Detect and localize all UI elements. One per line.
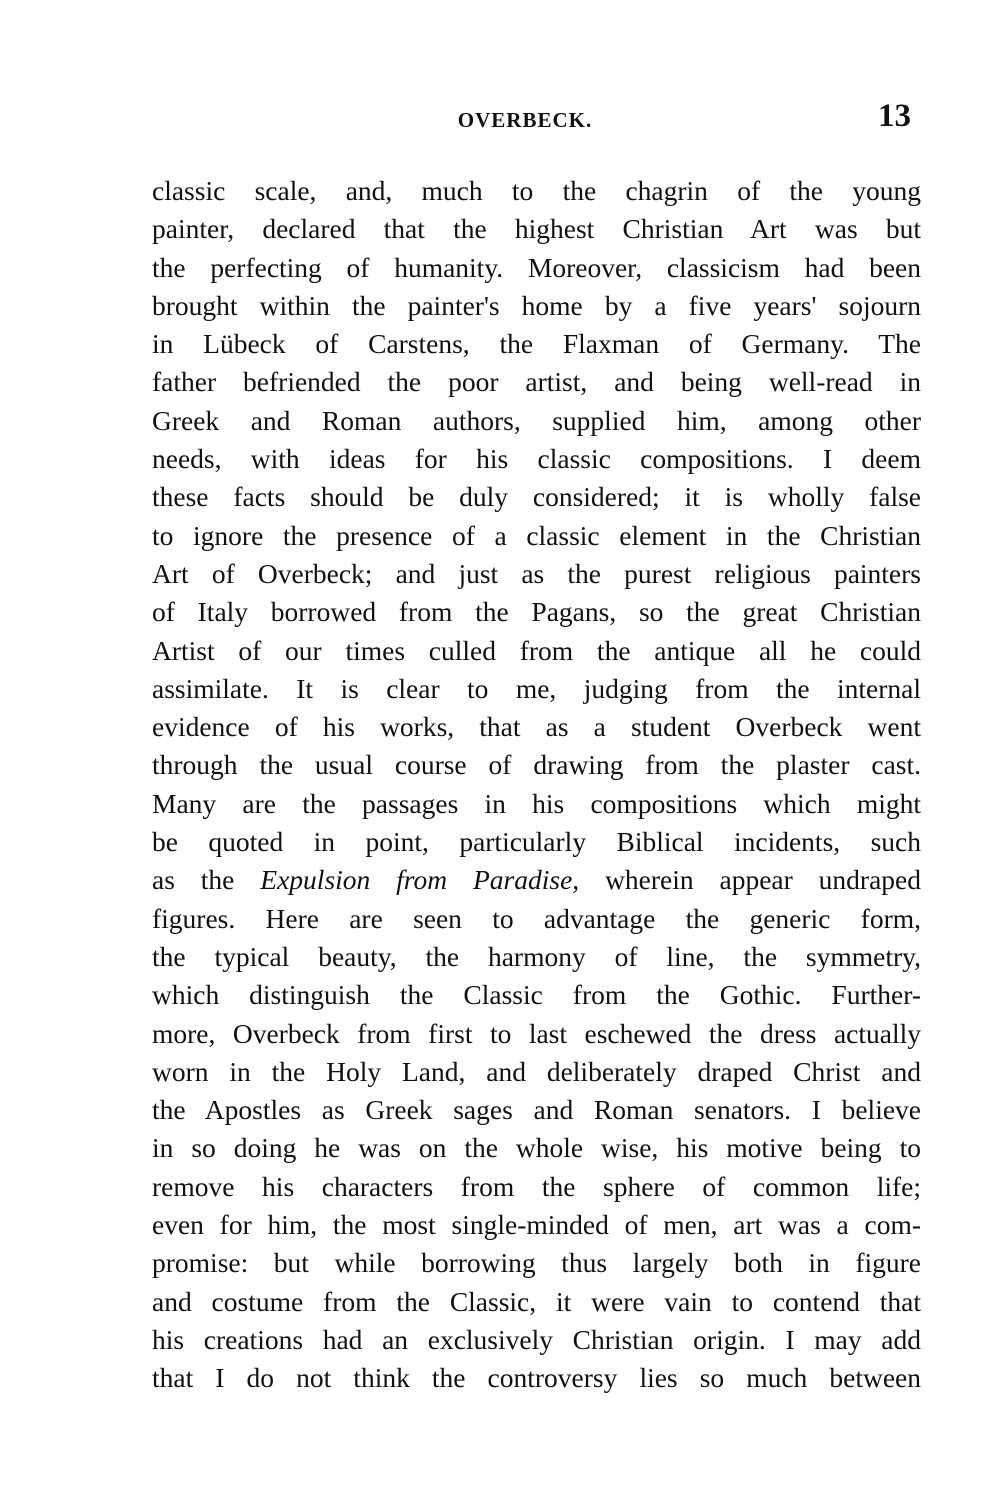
- text-segment: as the: [152, 864, 235, 896]
- text-line: painter, declared that the highest Christian Art was but: [152, 213, 921, 245]
- text-line: through the usual course of drawing from the plaster cast.: [152, 749, 921, 781]
- text-line: be quoted in point, particularly Biblical incidents, such: [152, 826, 921, 858]
- text-line: [152, 861, 921, 899]
- text-line: brought within the painter's home by a five years' sojourn: [152, 289, 921, 321]
- text-line: the perfecting of humanity. Moreover, classicism had been: [152, 251, 921, 283]
- text-line: remove his characters from the sphere of common life;: [152, 1170, 921, 1202]
- text-line: father befriended the poor artist, and being well-read in: [152, 366, 921, 398]
- text-line: these facts should be duly considered; it is wholly false: [152, 481, 921, 513]
- page-number: 13: [878, 98, 911, 134]
- text-segment: wherein appear undraped: [605, 864, 922, 896]
- text-line: figures. Here are seen to advantage the generic form,: [152, 902, 921, 934]
- text-line: evidence of his works, that as a student Overbeck went: [152, 711, 921, 743]
- text-line: promise: but while borrowing thus largely both in figure: [152, 1247, 921, 1279]
- text-line: that I do not think the controversy lies so much between: [152, 1362, 921, 1394]
- italic-title: Expulsion from Paradise,: [260, 864, 580, 896]
- text-line: in so doing he was on the whole wise, his motive being to: [152, 1132, 921, 1164]
- text-line: worn in the Holy Land, and deliberately draped Christ and: [152, 1055, 921, 1087]
- text-line: which distinguish the Classic from the Gothic. Further-: [152, 979, 921, 1011]
- text-line: assimilate. It is clear to me, judging from the internal: [152, 672, 921, 704]
- text-line: more, Overbeck from first to last eschewed the dress actually: [152, 1017, 921, 1049]
- text-line: Many are the passages in his compositions which might: [152, 787, 921, 819]
- text-line: of Italy borrowed from the Pagans, so the great Christian: [152, 596, 921, 628]
- text-line: in Lübeck of Carstens, the Flaxman of Germany. The: [152, 328, 921, 360]
- text-line: and costume from the Classic, it were vain to contend that: [152, 1285, 921, 1317]
- text-line: his creations had an exclusively Christian origin. I may add: [152, 1323, 921, 1355]
- text-line: classic scale, and, much to the chagrin of the young: [152, 175, 921, 206]
- text-line: the typical beauty, the harmony of line, the symmetry,: [152, 940, 921, 972]
- text-line: Art of Overbeck; and just as the purest religious painters: [152, 557, 921, 589]
- text-line: Artist of our times culled from the antique all he could: [152, 634, 921, 666]
- body-text: [152, 172, 921, 1398]
- text-line: Greek and Roman authors, supplied him, among other: [152, 404, 921, 436]
- text-line: the Apostles as Greek sages and Roman senators. I believe: [152, 1094, 921, 1126]
- text-line: to ignore the presence of a classic element in the Christian: [152, 519, 921, 551]
- running-title: OVERBECK.: [457, 108, 593, 132]
- text-line: needs, with ideas for his classic compositions. I deem: [152, 443, 921, 475]
- text-line: even for him, the most single-minded of men, art was a com-: [152, 1209, 921, 1241]
